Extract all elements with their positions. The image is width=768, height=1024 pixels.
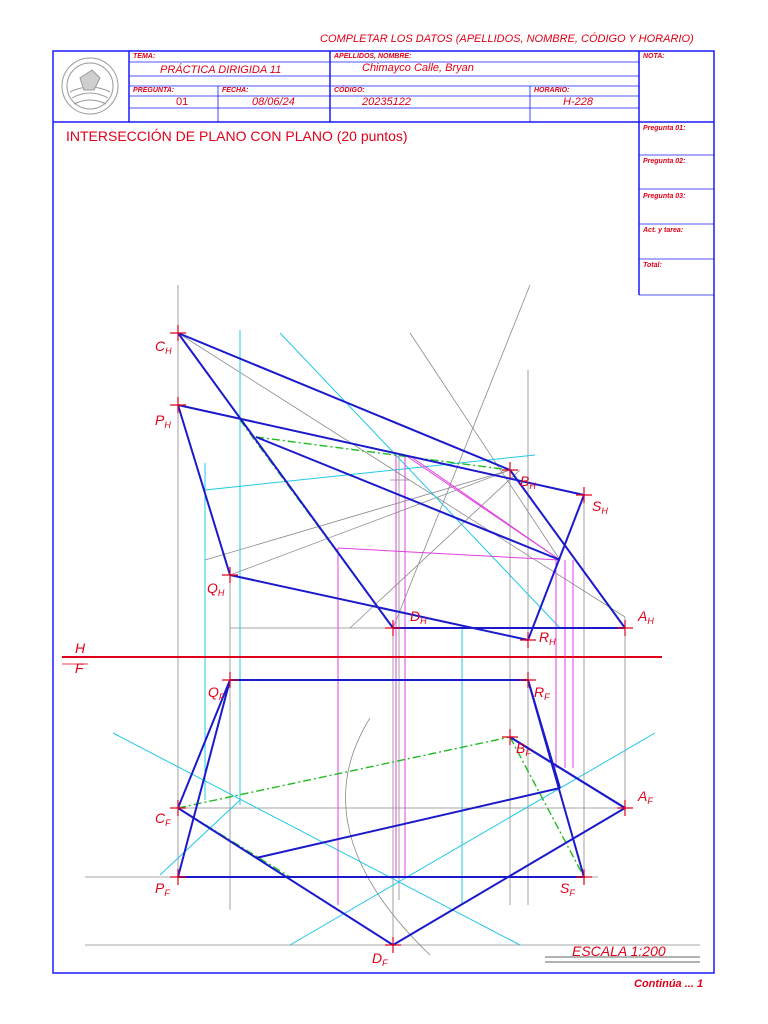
plane-outlines bbox=[178, 333, 625, 945]
university-seal-icon bbox=[62, 58, 118, 114]
score-pregunta-01: Pregunta 01: bbox=[643, 125, 686, 132]
label-sf: $S_F$ bbox=[560, 880, 575, 898]
label-pf: $P_F$ bbox=[155, 880, 170, 898]
apellidos-value: Chimayco Calle, Bryan bbox=[362, 62, 474, 74]
label-rh: $R_H$ bbox=[539, 629, 556, 647]
tema-value: PRÁCTICA DIRIGIDA 11 bbox=[160, 64, 282, 76]
header-instruction: COMPLETAR LOS DATOS (APELLIDOS, NOMBRE, CÓDIGO Y HORARIO) bbox=[320, 33, 694, 45]
apellidos-label: APELLIDOS, NOMBRE: bbox=[334, 53, 412, 60]
label-ch: $C_H$ bbox=[155, 338, 172, 356]
horario-label: HORARIO: bbox=[534, 87, 570, 94]
codigo-label: CÓDIGO: bbox=[334, 87, 365, 94]
score-total: Total: bbox=[643, 262, 662, 269]
score-act-tarea: Act. y tarea: bbox=[643, 227, 684, 234]
label-qf: $Q_F$ bbox=[208, 684, 225, 702]
label-rf: $R_F$ bbox=[534, 684, 550, 702]
page-title: INTERSECCIÓN DE PLANO CON PLANO (20 puntos) bbox=[66, 128, 408, 144]
escala-label: ESCALA 1:200 bbox=[572, 943, 666, 959]
codigo-value: 20235122 bbox=[362, 96, 411, 108]
label-cf: $C_F$ bbox=[155, 810, 171, 828]
horario-value: H-228 bbox=[563, 96, 593, 108]
fecha-value: 08/06/24 bbox=[252, 96, 295, 108]
label-dh: $D_H$ bbox=[410, 608, 427, 626]
label-bf: $B_F$ bbox=[516, 740, 531, 758]
score-pregunta-02: Pregunta 02: bbox=[643, 158, 686, 165]
label-bh: $B_H$ bbox=[520, 473, 536, 491]
label-f-axis: F bbox=[75, 660, 84, 676]
cyan-construction-lines bbox=[113, 330, 655, 945]
score-pregunta-03: Pregunta 03: bbox=[643, 193, 686, 200]
label-af: $A_F$ bbox=[638, 788, 653, 806]
sheet-frame bbox=[53, 51, 714, 973]
label-ph: $P_H$ bbox=[155, 412, 171, 430]
pregunta-label: PREGUNTA: bbox=[133, 87, 175, 94]
label-h-axis: H bbox=[75, 640, 86, 656]
footer-continua: Continúa ... 1 bbox=[634, 978, 704, 990]
fecha-label: FECHA: bbox=[222, 87, 249, 94]
nota-label: NOTA: bbox=[643, 53, 665, 60]
label-ah: $A_H$ bbox=[638, 608, 654, 626]
pregunta-value: 01 bbox=[176, 96, 189, 108]
label-qh: $Q_H$ bbox=[207, 580, 225, 598]
label-df: $D_F$ bbox=[372, 950, 388, 968]
tema-label: TEMA: bbox=[133, 53, 156, 60]
label-sh: $S_H$ bbox=[592, 498, 608, 516]
